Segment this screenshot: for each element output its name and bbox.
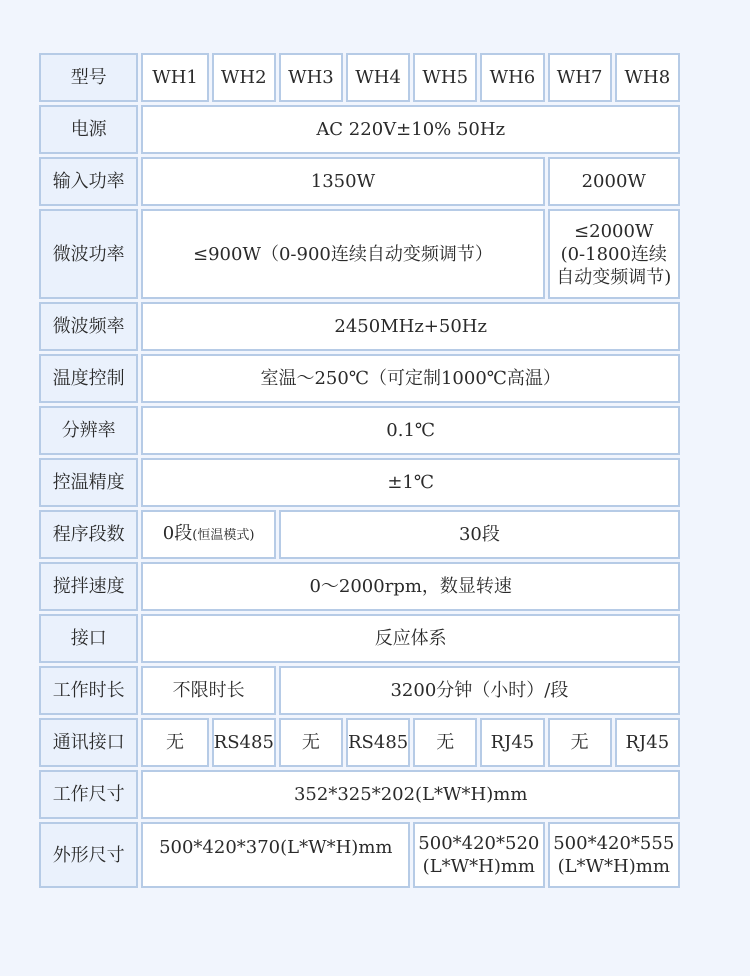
- row-label-working-size: 工作尺寸: [39, 770, 138, 819]
- input-power-value-2: 2000W: [548, 157, 680, 206]
- working-size-value: 352*325*202(L*W*H)mm: [141, 770, 680, 819]
- working-time-value-1: 不限时长: [141, 666, 275, 715]
- temp-control-value: 室温～250℃（可定制1000℃高温）: [141, 354, 680, 403]
- comm-interface-cell: 无: [413, 718, 477, 767]
- microwave-power-line-1: ≤2000W: [574, 220, 654, 242]
- row-working-size: [39, 770, 680, 819]
- row-label-temp-accuracy: 控温精度: [39, 458, 138, 507]
- power-supply-value: AC 220V±10% 50Hz: [141, 105, 680, 154]
- row-label-interface: 接口: [39, 614, 138, 663]
- row-microwave-freq: [39, 302, 680, 351]
- interface-value: 反应体系: [141, 614, 680, 663]
- comm-interface-cell: 无: [279, 718, 343, 767]
- comm-interface-cell: 无: [548, 718, 612, 767]
- row-microwave-power: [39, 209, 680, 299]
- program-segments-value-2: 30段: [279, 510, 680, 559]
- comm-interface-cell: RJ45: [480, 718, 544, 767]
- microwave-power-value-2: [548, 209, 680, 299]
- row-outer-size: [39, 822, 680, 888]
- row-label-microwave-freq: 微波频率: [39, 302, 138, 351]
- row-label-outer-size: 外形尺寸: [39, 822, 138, 888]
- program-segments-main: 0段: [162, 523, 193, 544]
- row-model: [39, 53, 680, 102]
- working-time-value-2: 3200分钟（小时）/段: [279, 666, 680, 715]
- model-cell: WH2: [212, 53, 276, 102]
- row-program-segments: [39, 510, 680, 559]
- outer-size-value-1: 500*420*370(L*W*H)mm: [141, 822, 410, 888]
- row-input-power: [39, 157, 680, 206]
- row-label-resolution: 分辨率: [39, 406, 138, 455]
- model-cell: WH1: [141, 53, 208, 102]
- row-label-program-segments: 程序段数: [39, 510, 138, 559]
- program-segments-value-1: [141, 510, 275, 559]
- model-cell: WH4: [346, 53, 410, 102]
- row-label-comm-interface: 通讯接口: [39, 718, 138, 767]
- row-resolution: [39, 406, 680, 455]
- row-temp-accuracy: [39, 458, 680, 507]
- row-label-power-supply: 电源: [39, 105, 138, 154]
- resolution-value: 0.1℃: [141, 406, 680, 455]
- row-label-stirring-speed: 搅拌速度: [39, 562, 138, 611]
- outer-size-2-line-2: (L*W*H)mm: [422, 856, 536, 877]
- row-label-working-time: 工作时长: [39, 666, 138, 715]
- row-label-model: 型号: [39, 53, 138, 102]
- input-power-value-1: 1350W: [141, 157, 544, 206]
- outer-size-3-line-2: (L*W*H)mm: [557, 856, 670, 877]
- row-label-microwave-power: 微波功率: [39, 209, 138, 299]
- spec-table: [36, 50, 683, 891]
- program-segments-note: (恒温模式): [192, 528, 255, 543]
- row-label-temp-control: 温度控制: [39, 354, 138, 403]
- row-interface: [39, 614, 680, 663]
- row-comm-interface: [39, 718, 680, 767]
- row-temp-control: [39, 354, 680, 403]
- row-label-input-power: 输入功率: [39, 157, 138, 206]
- spec-table-container: [36, 50, 683, 891]
- outer-size-2-line-1: 500*420*520: [418, 833, 540, 854]
- microwave-freq-value: 2450MHz+50Hz: [141, 302, 680, 351]
- comm-interface-cell: RS485: [212, 718, 276, 767]
- outer-size-value-3: [548, 822, 680, 888]
- microwave-power-line-3: 自动变频调节): [556, 266, 672, 288]
- model-cell: WH7: [548, 53, 612, 102]
- model-cell: WH8: [615, 53, 680, 102]
- stirring-speed-value: 0～2000rpm，数显转速: [141, 562, 680, 611]
- outer-size-value-2: [413, 822, 544, 888]
- microwave-power-line-2: (0-1800连续: [560, 243, 667, 265]
- comm-interface-cell: 无: [141, 718, 208, 767]
- outer-size-3-line-1: 500*420*555: [553, 833, 675, 854]
- row-working-time: [39, 666, 680, 715]
- microwave-power-value-1: ≤900W（0-900连续自动变频调节）: [141, 209, 544, 299]
- model-cell: WH3: [279, 53, 343, 102]
- comm-interface-cell: RJ45: [615, 718, 680, 767]
- row-power-supply: [39, 105, 680, 154]
- comm-interface-cell: RS485: [346, 718, 410, 767]
- temp-accuracy-value: ±1℃: [141, 458, 680, 507]
- model-cell: WH5: [413, 53, 477, 102]
- row-stirring-speed: [39, 562, 680, 611]
- model-cell: WH6: [480, 53, 544, 102]
